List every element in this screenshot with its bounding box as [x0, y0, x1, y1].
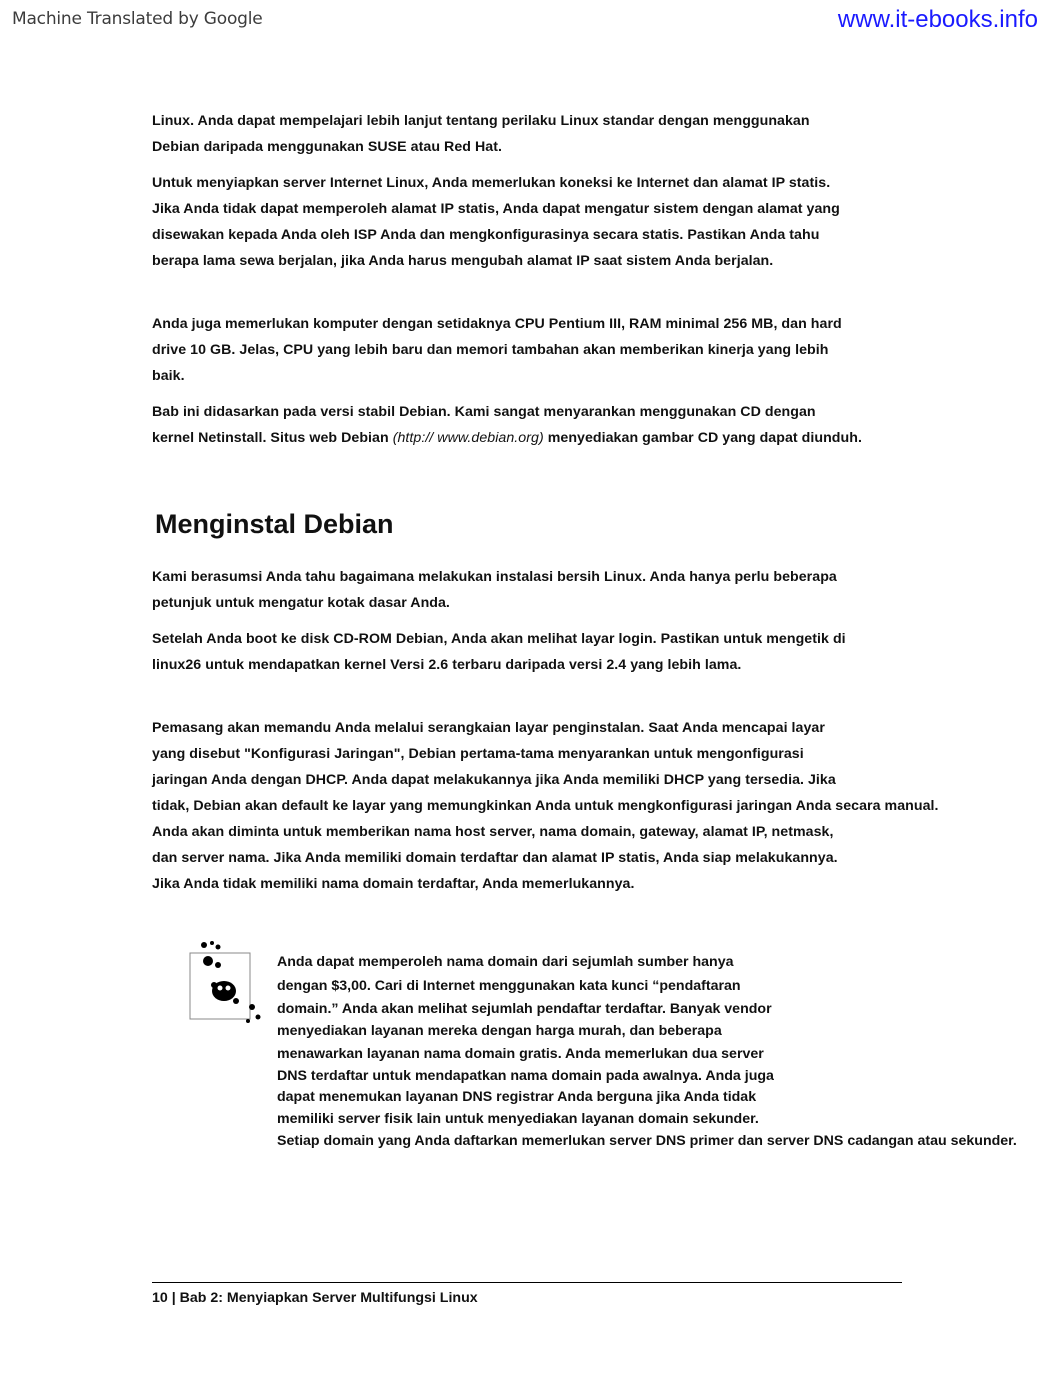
text-segment: kernel Netinstall. Situs web Debian	[152, 430, 393, 446]
text-line: Jika Anda tidak memiliki nama domain terdaftar, Anda memerlukannya.	[152, 876, 635, 892]
tip-animal-icon	[186, 935, 266, 1027]
text-line: dan server nama. Jika Anda memiliki domain terdaftar dan alamat IP statis, Anda siap melakukannya.	[152, 850, 838, 866]
note-line: Anda dapat memperoleh nama domain dari sejumlah sumber hanya	[277, 954, 734, 970]
text-line: Bab ini didasarkan pada versi stabil Debian. Kami sangat menyarankan menggunakan CD dengan	[152, 404, 816, 420]
text-line: Kami berasumsi Anda tahu bagaimana melakukan instalasi bersih Linux. Anda hanya perlu beberapa	[152, 569, 837, 585]
text-line: Untuk menyiapkan server Internet Linux, Anda memerlukan koneksi ke Internet dan alamat IP statis.	[152, 175, 831, 191]
note-line: dapat menemukan layanan DNS registrar Anda berguna jika Anda tidak	[277, 1089, 757, 1105]
text-line: Setelah Anda boot ke disk CD-ROM Debian, Anda akan melihat layar login. Pastikan untuk mengetik di	[152, 631, 846, 647]
page-footer: 10 | Bab 2: Menyiapkan Server Multifungsi Linux	[152, 1290, 478, 1306]
footer-rule	[152, 1282, 902, 1283]
note-line: DNS terdaftar untuk mendapatkan nama domain pada awalnya. Anda juga	[277, 1068, 774, 1084]
machine-translated-label: Machine Translated by Google	[12, 9, 263, 29]
text-line	[152, 429, 862, 447]
note-line: memiliki server fisik lain untuk menyediakan layanan domain sekunder.	[277, 1111, 759, 1127]
note-line: Setiap domain yang Anda daftarkan memerlukan server DNS primer dan server DNS cadangan atau sekunder.	[277, 1133, 1017, 1149]
text-line: disewakan kepada Anda oleh ISP Anda dan mengkonfigurasinya secara statis. Pastikan Anda tahu	[152, 227, 820, 243]
text-segment: menyediakan gambar CD yang dapat diunduh.	[543, 430, 862, 446]
text-line: Anda juga memerlukan komputer dengan setidaknya CPU Pentium III, RAM minimal 256 MB, dan hard	[152, 316, 842, 332]
text-line: Pemasang akan memandu Anda melalui serangkaian layar penginstalan. Saat Anda mencapai layar	[152, 720, 825, 736]
text-line: linux26 untuk mendapatkan kernel Versi 2.6 terbaru daripada versi 2.4 yang lebih lama.	[152, 657, 742, 673]
text-line: baik.	[152, 368, 185, 384]
text-line: Anda akan diminta untuk memberikan nama host server, nama domain, gateway, alamat IP, netmask,	[152, 824, 834, 840]
text-line: Debian daripada menggunakan SUSE atau Red Hat.	[152, 139, 502, 155]
debian-url: (http:// www.debian.org)	[392, 430, 544, 446]
section-heading: Menginstal Debian	[155, 509, 394, 539]
text-line: Jika Anda tidak dapat memperoleh alamat IP statis, Anda dapat mengatur sistem dengan alamat yang	[152, 201, 840, 217]
text-line: yang disebut "Konfigurasi Jaringan", Debian pertama-tama menyarankan untuk mengonfigurasi	[152, 746, 804, 762]
note-line: menyediakan layanan mereka dengan harga murah, dan beberapa	[277, 1023, 722, 1039]
text-line: petunjuk untuk mengatur kotak dasar Anda.	[152, 595, 450, 611]
note-line: menawarkan layanan nama domain gratis. Anda memerlukan dua server	[277, 1046, 764, 1062]
text-line: drive 10 GB. Jelas, CPU yang lebih baru dan memori tambahan akan memberikan kinerja yang lebih	[152, 342, 829, 358]
text-line: tidak, Debian akan default ke layar yang memungkinkan Anda untuk mengkonfigurasi jaringan Anda secara manual.	[152, 798, 939, 814]
text-line: Linux. Anda dapat mempelajari lebih lanjut tentang perilaku Linux standar dengan menggunakan	[152, 113, 810, 129]
site-link[interactable]: www.it-ebooks.info	[837, 6, 1038, 33]
text-line: jaringan Anda dengan DHCP. Anda dapat melakukannya jika Anda memiliki DHCP yang tersedia. Jika	[152, 772, 836, 788]
note-line: dengan $3,00. Cari di Internet menggunakan kata kunci “pendaftaran	[277, 978, 741, 994]
text-line: berapa lama sewa berjalan, jika Anda harus mengubah alamat IP saat sistem Anda berjalan.	[152, 253, 774, 269]
note-line: domain.” Anda akan melihat sejumlah pendaftar terdaftar. Banyak vendor	[277, 1001, 772, 1017]
